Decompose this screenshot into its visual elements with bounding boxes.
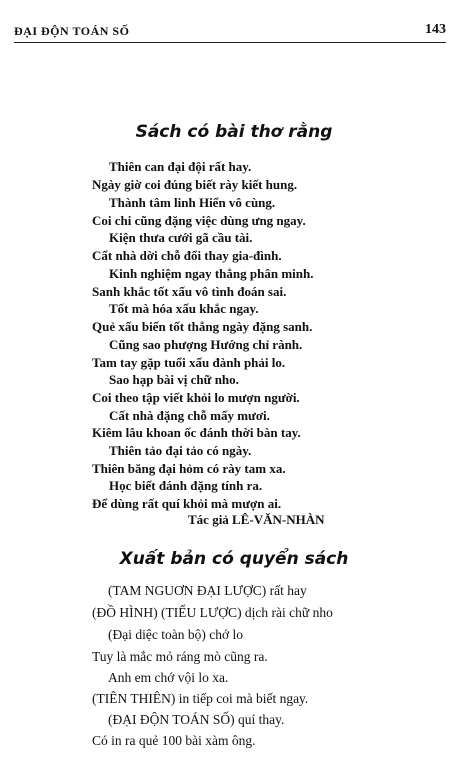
poem-line: Quẻ xấu biến tốt thẳng ngày đặng sanh. <box>92 319 313 334</box>
section-title-publications: Xuất bản có quyển sách <box>119 549 349 569</box>
poem-line: Kiêm lâu khoan ốc đánh thời bàn tay. <box>92 425 301 440</box>
verse-line: Anh em chớ vội lo xa. <box>108 670 229 685</box>
poem-line: Thành tâm linh Hiển vô cùng. <box>109 195 276 210</box>
poem-line: Cất nhà dời chỗ đổi thay gia-đình. <box>92 248 282 263</box>
poem-line: Thiên tảo đại tảo có ngày. <box>109 443 252 458</box>
poem-line: Sanh khắc tốt xấu vô tình đoán sai. <box>92 284 287 299</box>
poem-line: Sao hạp bài vị chữ nho. <box>109 372 239 387</box>
poem-line: Để dùng rất quí khỏi mà mượn ai. <box>92 496 282 511</box>
poem-line: Coi theo tập viết khỏi lo mượn người. <box>92 390 300 405</box>
verse-line: (TIÊN THIÊN) in tiếp coi mà biết ngay. <box>92 691 309 706</box>
verse-line: Có in ra quẻ 100 bài xàm ông. <box>92 733 256 748</box>
poem-line: Cũng sao phượng Hướng chỉ rành. <box>109 337 303 352</box>
verse-line: (ĐỒ HÌNH) (TIỂU LƯỢC) dịch rài chữ nho <box>92 605 333 620</box>
section-title-poem: Sách có bài thơ rằng <box>135 122 333 142</box>
poem-line: Coi chi cũng đặng việc dùng ưng ngay. <box>92 213 306 228</box>
poem-line: Tam tay gặp tuổi xấu đành phải lo. <box>92 355 286 370</box>
verse-line: (TAM NGUƠN ĐẠI LƯỢC) rất hay <box>108 583 307 598</box>
poem-line: Kinh nghiệm ngay thẳng phân minh. <box>109 266 314 281</box>
poem-line: Học biết đánh đặng tính ra. <box>109 478 263 493</box>
page-header <box>14 22 446 43</box>
verse-line: (ĐẠI ĐỘN TOÁN SỐ) quí thay. <box>108 712 285 727</box>
poem-line: Thiên can đại đội rất hay. <box>109 159 252 174</box>
verse-line: (Đại diệc toàn bộ) chớ lo <box>108 627 243 642</box>
poem-line: Cất nhà đặng chỗ mấy mươi. <box>109 408 270 423</box>
poem-line: Kiện thưa cưới gã cầu tài. <box>109 230 253 245</box>
poem-author: Tác giả LÊ-VĂN-NHÀN <box>188 512 325 527</box>
running-title: ĐẠI ĐỘN TOÁN SỐ <box>14 24 130 38</box>
poem-line: Ngày giờ coi đúng biết rày kiết hung. <box>92 177 298 192</box>
poem-line: Thiên băng đại hỏm có rày tam xa. <box>92 461 286 476</box>
page-number: 143 <box>425 22 446 37</box>
verse-line: Tuy là mắc mỏ ráng mò cũng ra. <box>92 649 268 664</box>
poem-line: Tốt mà hóa xấu khắc ngay. <box>109 301 259 316</box>
